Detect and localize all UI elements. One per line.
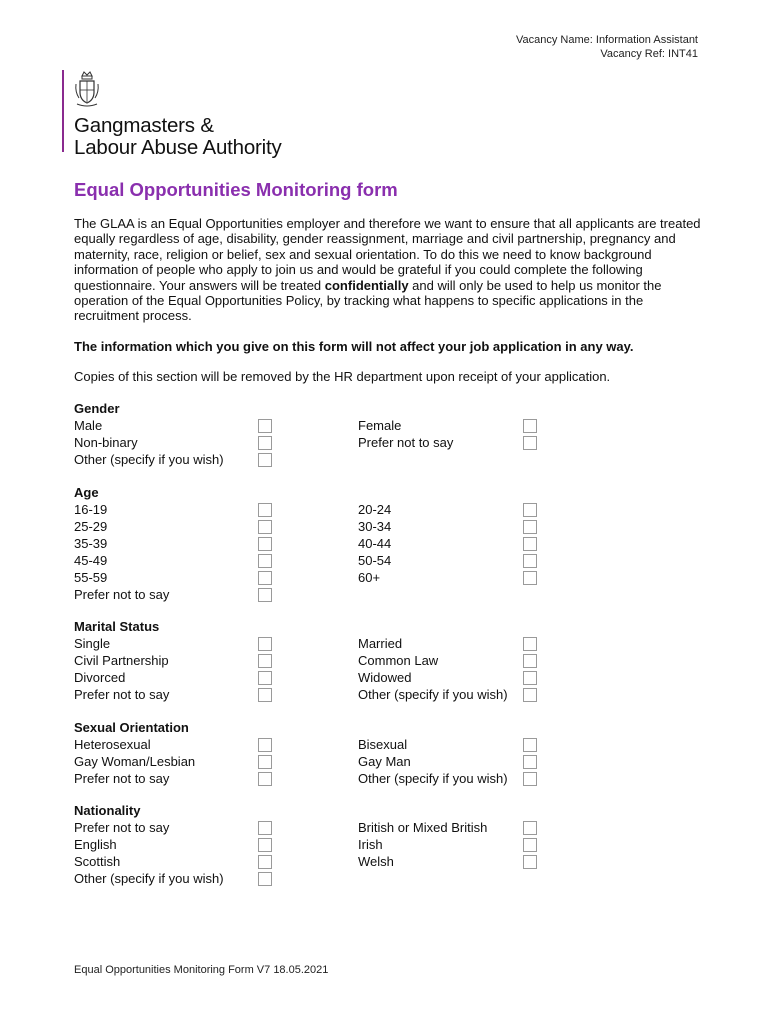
age-option-label: 55-59 xyxy=(74,570,108,585)
logo-line-2: Labour Abuse Authority xyxy=(74,136,282,159)
intro-paragraph xyxy=(74,216,702,324)
marital-option-checkbox[interactable] xyxy=(523,637,537,651)
orientation-option-checkbox[interactable] xyxy=(523,738,537,752)
nationality-option-checkbox[interactable] xyxy=(258,838,272,852)
orientation-option-label: Other (specify if you wish) xyxy=(358,771,508,786)
orientation-option-label: Heterosexual xyxy=(74,737,151,752)
gender-option-label: Male xyxy=(74,418,103,433)
marital-option-label: Divorced xyxy=(74,670,126,685)
glaa-logo xyxy=(62,70,282,159)
job-application-note: The information which you give on this form will not affect your job application in any way. xyxy=(74,339,634,354)
nationality-option-checkbox[interactable] xyxy=(258,855,272,869)
marital-option-label: Widowed xyxy=(358,670,412,685)
age-option-checkbox[interactable] xyxy=(258,537,272,551)
orientation-option-checkbox[interactable] xyxy=(258,738,272,752)
orientation-option-checkbox[interactable] xyxy=(523,772,537,786)
age-option-checkbox[interactable] xyxy=(258,571,272,585)
marital-option-label: Other (specify if you wish) xyxy=(358,687,508,702)
marital-option-checkbox[interactable] xyxy=(523,671,537,685)
nationality-option-label: Other (specify if you wish) xyxy=(74,871,224,886)
gender-option-checkbox[interactable] xyxy=(258,419,272,433)
section-heading-marital: Marital Status xyxy=(74,619,160,634)
orientation-option-label: Bisexual xyxy=(358,737,408,752)
age-option-checkbox[interactable] xyxy=(523,537,537,551)
age-option-label: 20-24 xyxy=(358,502,392,517)
nationality-option-checkbox[interactable] xyxy=(258,821,272,835)
intro-emphasis: confidentially xyxy=(324,277,409,293)
age-option-label: 16-19 xyxy=(74,502,108,517)
marital-option-checkbox[interactable] xyxy=(523,688,537,702)
nationality-option-label: English xyxy=(74,837,117,852)
marital-option-checkbox[interactable] xyxy=(258,654,272,668)
orientation-option-label: Gay Woman/Lesbian xyxy=(74,754,196,769)
age-option-label: 50-54 xyxy=(358,553,392,568)
gender-option-checkbox[interactable] xyxy=(523,419,537,433)
gender-option-checkbox[interactable] xyxy=(523,436,537,450)
nationality-option-checkbox[interactable] xyxy=(523,855,537,869)
gender-option-checkbox[interactable] xyxy=(258,436,272,450)
nationality-option-label: Welsh xyxy=(358,854,394,869)
footer-version: Equal Opportunities Monitoring Form V7 18.05.2021 xyxy=(74,964,329,976)
nationality-option-label: British or Mixed British xyxy=(358,820,488,835)
age-option-label: 45-49 xyxy=(74,553,108,568)
vacancy-name: Vacancy Name: Information Assistant xyxy=(516,34,698,46)
copies-note: Copies of this section will be removed by the HR department upon receipt of your application. xyxy=(74,369,611,384)
age-option-label: 40-44 xyxy=(358,536,392,551)
age-option-label: 60+ xyxy=(358,570,381,585)
orientation-option-checkbox[interactable] xyxy=(258,772,272,786)
age-option-label: 35-39 xyxy=(74,536,108,551)
nationality-option-checkbox[interactable] xyxy=(523,821,537,835)
section-heading-orientation: Sexual Orientation xyxy=(74,720,189,735)
age-option-checkbox[interactable] xyxy=(523,554,537,568)
marital-option-label: Civil Partnership xyxy=(74,653,169,668)
section-heading-age: Age xyxy=(74,485,99,500)
gender-option-label: Other (specify if you wish) xyxy=(74,452,224,467)
marital-option-label: Married xyxy=(358,636,403,651)
orientation-option-label: Prefer not to say xyxy=(74,771,170,786)
age-option-label: 25-29 xyxy=(74,519,108,534)
marital-option-label: Single xyxy=(74,636,111,651)
logo-text xyxy=(74,115,282,159)
age-option-checkbox[interactable] xyxy=(523,571,537,585)
age-option-checkbox[interactable] xyxy=(258,588,272,602)
orientation-option-label: Gay Man xyxy=(358,754,411,769)
age-option-label: 30-34 xyxy=(358,519,392,534)
age-option-checkbox[interactable] xyxy=(258,503,272,517)
royal-crest-icon xyxy=(74,70,100,108)
vacancy-info xyxy=(516,33,698,61)
gender-option-label: Prefer not to say xyxy=(358,435,454,450)
nationality-option-label: Prefer not to say xyxy=(74,820,170,835)
page-title: Equal Opportunities Monitoring form xyxy=(74,179,398,200)
section-heading-gender: Gender xyxy=(74,401,120,416)
vacancy-ref: Vacancy Ref: INT41 xyxy=(600,48,698,60)
marital-option-checkbox[interactable] xyxy=(258,671,272,685)
orientation-option-checkbox[interactable] xyxy=(523,755,537,769)
age-option-checkbox[interactable] xyxy=(258,520,272,534)
intro-text-before: The GLAA is an Equal Opportunities employer and therefore we want to ensure that all applicants are treated equally regardless of age, disability, gender reassignment, marriage and civil partnership, pregnancy and maternity, race, religion or belief, sex and sexual orientation. To do this we need to know background information of people who apply to join us and would be grateful if you could complete the following questionnaire. Your answers will be treated xyxy=(74,216,701,293)
nationality-option-checkbox[interactable] xyxy=(258,872,272,886)
gender-option-label: Female xyxy=(358,418,402,433)
section-heading-nationality: Nationality xyxy=(74,803,141,818)
nationality-option-label: Irish xyxy=(358,837,383,852)
age-option-checkbox[interactable] xyxy=(523,520,537,534)
age-option-checkbox[interactable] xyxy=(258,554,272,568)
gender-option-label: Non-binary xyxy=(74,435,138,450)
gender-option-checkbox[interactable] xyxy=(258,453,272,467)
marital-option-label: Common Law xyxy=(358,653,439,668)
nationality-option-label: Scottish xyxy=(74,854,121,869)
marital-option-checkbox[interactable] xyxy=(258,688,272,702)
marital-option-checkbox[interactable] xyxy=(523,654,537,668)
age-option-label: Prefer not to say xyxy=(74,587,170,602)
marital-option-checkbox[interactable] xyxy=(258,637,272,651)
orientation-option-checkbox[interactable] xyxy=(258,755,272,769)
logo-line-1: Gangmasters & xyxy=(74,114,214,137)
marital-option-label: Prefer not to say xyxy=(74,687,170,702)
nationality-option-checkbox[interactable] xyxy=(523,838,537,852)
intro-text-after: and will only be used to help us monitor the operation of the Equal Opportunities Policy, by tracking what happens to specific applications in the recruitment process. xyxy=(74,277,662,324)
age-option-checkbox[interactable] xyxy=(523,503,537,517)
